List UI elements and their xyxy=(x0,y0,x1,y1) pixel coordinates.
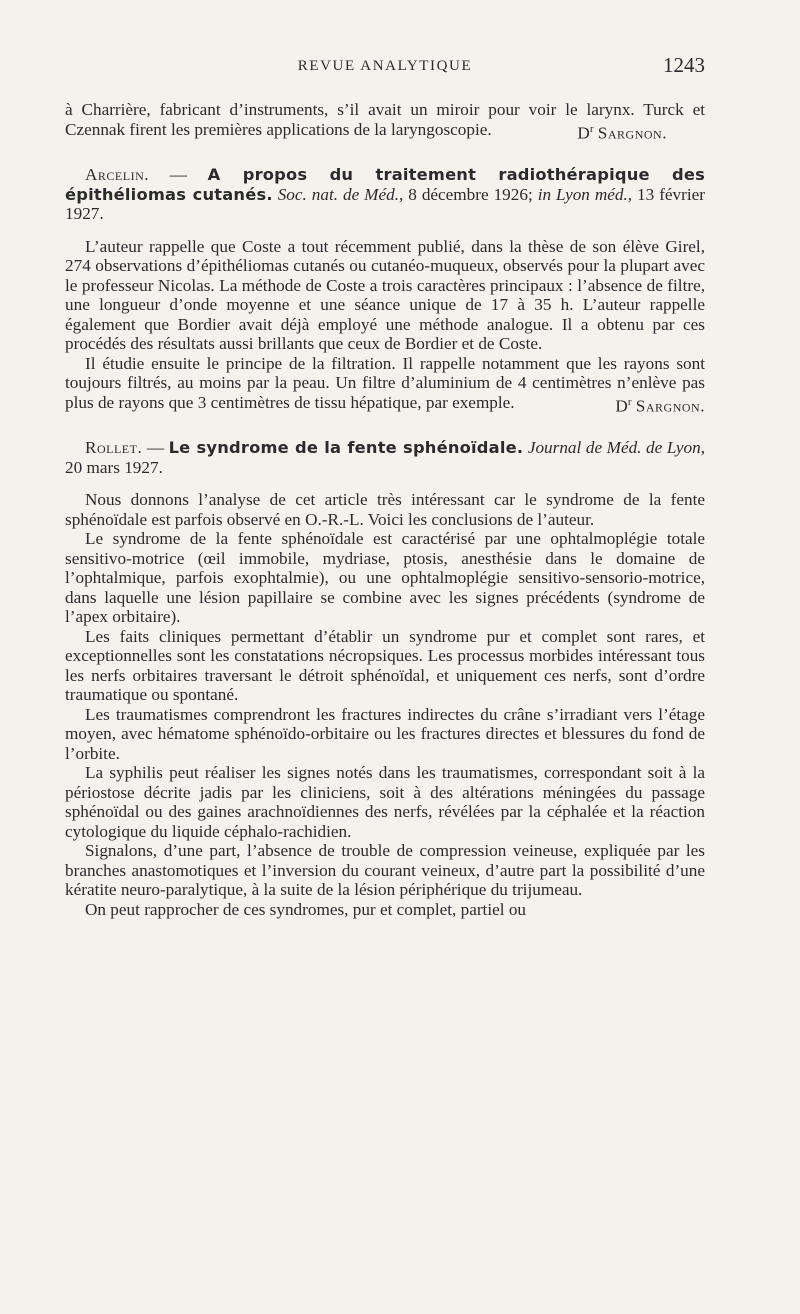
entry-date-2: , 13 février 1927. xyxy=(65,184,705,223)
entry-author: Rollet. xyxy=(85,438,143,457)
entry-dash: — xyxy=(149,165,208,184)
entry-reference xyxy=(65,165,705,224)
signature-block xyxy=(595,393,705,416)
continued-text: à Charrière, fabricant d’instruments, s’il avait un miroir pour voir le larynx. Turck et Czennak firent les premières applications de la laryngoscopie. xyxy=(65,100,705,139)
signature-block xyxy=(577,120,667,143)
entry-journal-2: in Lyon méd. xyxy=(537,184,628,204)
body-paragraph: Les traumatismes comprendront les fractures indirectes du crâne s’irradiant vers l’étage moyen, avec hématome sphénoïdo-orbitaire ou les fractures directes et blessures du fond de l’orbite. xyxy=(65,704,705,763)
running-head xyxy=(65,50,705,100)
signature-sup: r xyxy=(627,395,632,408)
entry-date: , 20 mars 1927. xyxy=(65,438,705,477)
signature-prefix: D xyxy=(577,123,590,143)
signature-name: Sargnon. xyxy=(597,123,667,143)
body-paragraph: Nous donnons l’analyse de cet article très intéressant car le syndrome de la fente sphénoïdale est parfois observé en O.-R.-L. Voici les conclusions de l’auteur. xyxy=(65,490,705,529)
body-paragraph: Signalons, d’une part, l’absence de trouble de compression veineuse, expliquée par les branches anastomotiques et l’inversion du courant veineux, d’autre part la possibilité d’une kératite neuro-paralytique, à la suite de la lésion périphérique du trijumeau. xyxy=(65,841,705,899)
body-paragraph: Les faits cliniques permettant d’établir un syndrome pur et complet sont rares, et exceptionnelles sont les constatations nécropsiques. Les processus morbides intéressant tous les nerfs orbitaires traversant le détroit sphénoïdal, et uniquement ces nerfs, sont d’ordre traumatique ou spontané. xyxy=(65,626,705,704)
body-paragraph xyxy=(65,353,705,416)
entry-dash: — xyxy=(142,438,169,457)
entry-journal: Soc. nat. de Méd. xyxy=(272,184,400,204)
body-paragraph: On peut rapprocher de ces syndromes, pur et complet, partiel ou xyxy=(85,899,527,919)
running-title: REVUE ANALYTIQUE xyxy=(297,58,473,74)
entry-title: Le syndrome de la fente sphénoïdale. xyxy=(168,438,524,457)
review-entry-rollet xyxy=(65,438,705,919)
review-entry-arcelin xyxy=(65,165,706,416)
page-number: 1243 xyxy=(663,53,705,77)
signature-sup: r xyxy=(589,122,594,135)
body-paragraph: La syphilis peut réaliser les signes notés dans les traumatismes, correspondant soit à la périostose décrite jadis par les cliniciens, soit à des altérations méningées du passage sphénoïdal ou des gaines arachnoïdiennes des nerfs, révélées par la céphalée et la réaction cytologique du liquide céphalo-rachidien. xyxy=(65,763,705,841)
signature-prefix: D xyxy=(615,396,628,416)
entry-journal: Journal de Méd. de Lyon xyxy=(523,438,701,457)
body-paragraph: Le syndrome de la fente sphénoïdale est caractérisé par une ophtalmoplégie totale sensitivo-motrice (œil immobile, mydriase, ptosis, anesthésie dans le domaine de l’ophtalmique, parfois exophtalmie), ou une ophtalmoplégie sensitivo-sensorio-motrice, dans laquelle une lésion papillaire se combine avec les signes précédents (syndrome de l’apex orbitaire). xyxy=(65,529,705,626)
body-paragraph-text: Il étudie ensuite le principe de la filtration. Il rappelle notamment que les rayons sont toujours filtrés, au moins par la peau. Un filtre d’aluminium de 4 centimètres n’enlève pas plus de rayons que 3 centimètres de tissu hépatique, par exemple. xyxy=(65,353,705,412)
entry-author: Arcelin. xyxy=(85,165,150,184)
signature-name: Sargnon. xyxy=(635,396,705,416)
entry-title: A propos du traitement radiothérapique des épithéliomas cutanés. xyxy=(65,165,706,204)
review-entry-continued xyxy=(65,100,705,143)
entry-reference xyxy=(65,438,705,477)
document-page xyxy=(65,0,705,919)
entry-date: , 8 décembre 1926; xyxy=(399,184,538,204)
body-paragraph: L’auteur rappelle que Coste a tout récemment publié, dans la thèse de son élève Girel, 274 observations d’épithéliomas cutanés ou cutanéo-muqueux, observés pour la plupart avec le professeur Nicolas. La méthode de Coste a trois caractères principaux : l’absence de filtre, une longueur d’onde moyenne et une séance unique de 17 à 35 h. L’auteur rappelle également que Bordier avait déjà employé une méthode analogue. Il a obtenu par ces procédés des résultats aussi brillants que ceux de Bordier et de Coste. xyxy=(65,236,705,353)
